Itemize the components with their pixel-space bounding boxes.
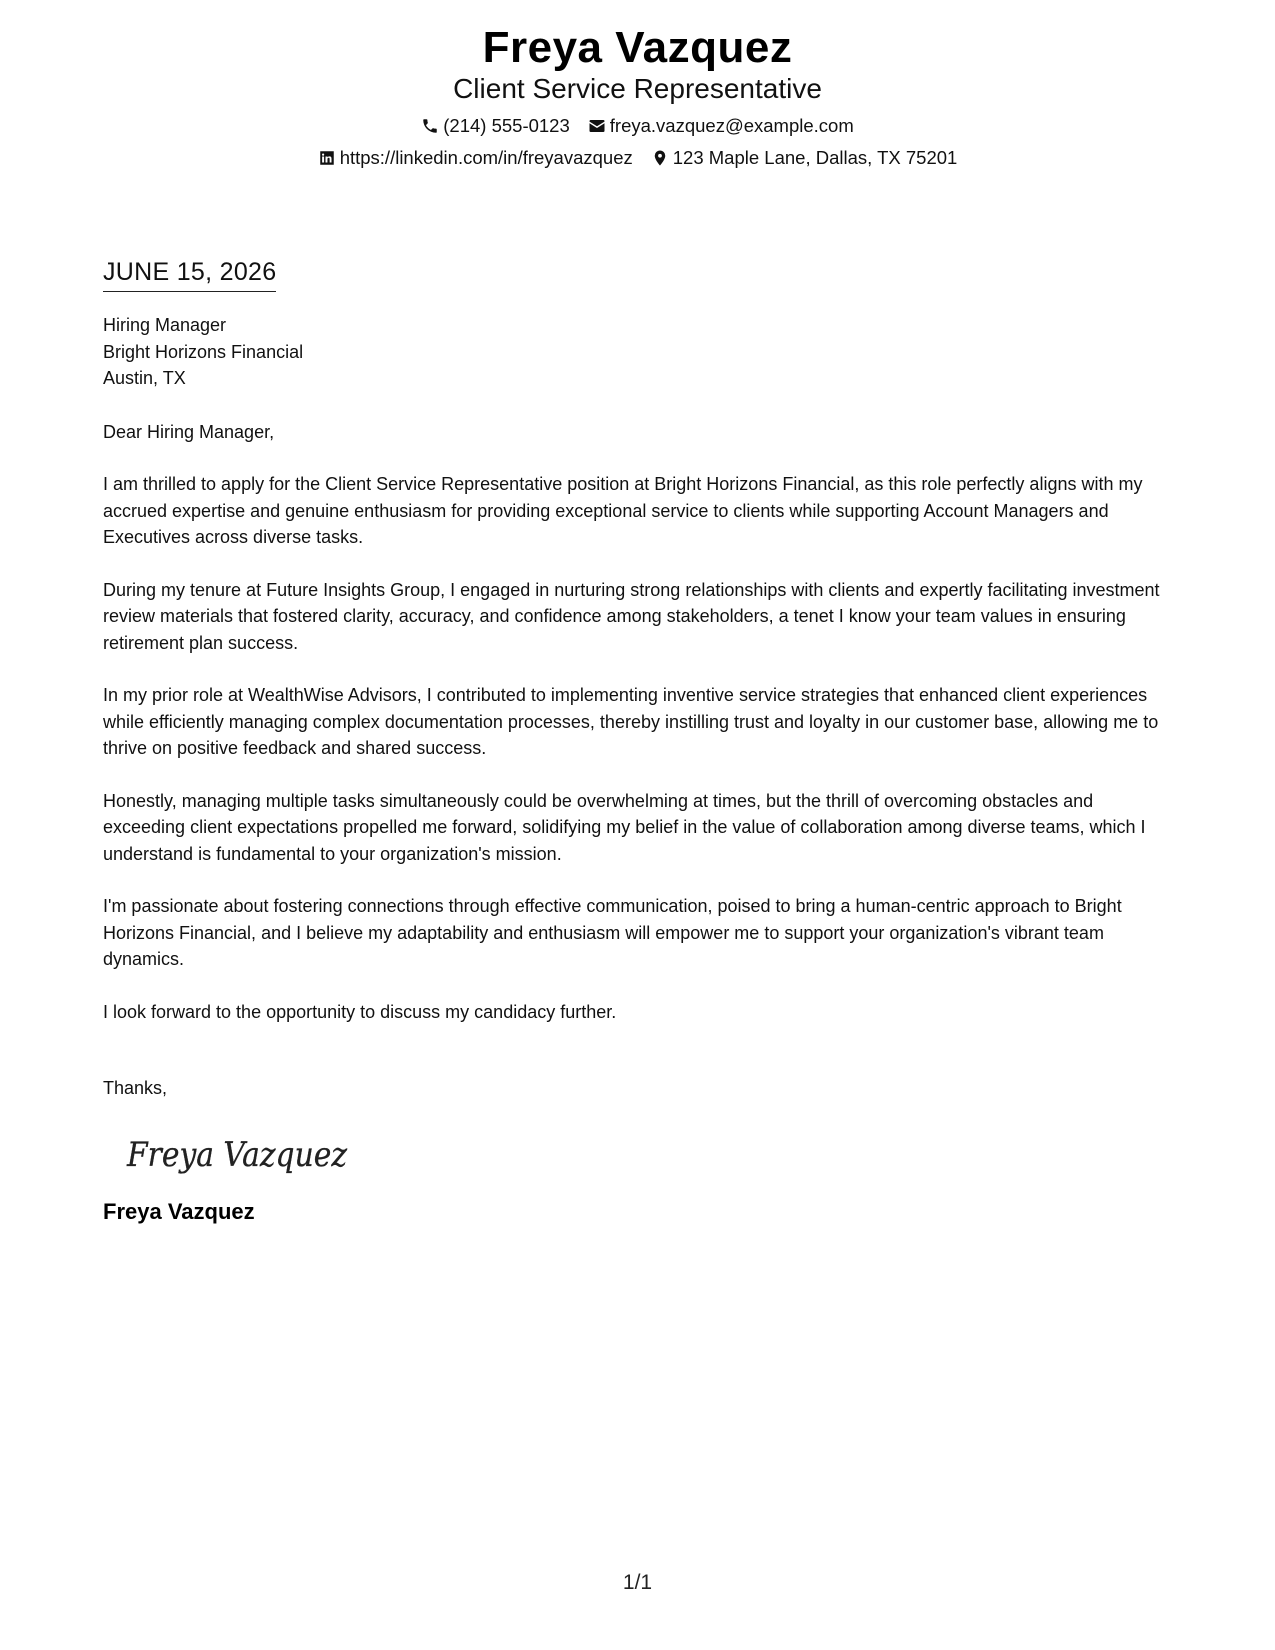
recipient-line: Austin, TX [103, 368, 186, 388]
contact-row-2 [0, 146, 1275, 170]
map-marker-icon [651, 149, 669, 167]
handwritten-signature [123, 1124, 383, 1184]
closing: Thanks, [103, 1078, 168, 1098]
body-paragraph: Honestly, managing multiple tasks simultaneously could be overwhelming at times, but the thrill of overcoming obstacles and exceeding client expectations propelled me forward, solidifying my belief in the value of collaboration among diverse teams, which I understand is fundamental to your organization's mission. [103, 790, 1146, 864]
recipient-block [103, 312, 1178, 392]
linkedin-contact[interactable] [318, 146, 633, 170]
applicant-name: Freya Vazquez [482, 23, 793, 72]
linkedin-icon [318, 149, 336, 167]
email-contact[interactable] [588, 114, 854, 138]
letter-body [103, 256, 1178, 1226]
phone-icon [421, 117, 439, 135]
email-text[interactable]: freya.vazquez@example.com [609, 115, 854, 136]
page-number: 1/1 [622, 1571, 653, 1594]
body-paragraph: In my prior role at WealthWise Advisors, I contributed to implementing inventive service strategies that enhanced client experiences while efficiently managing complex documentation processes, thereby instilling trust and loyalty in our customer base, allowing me to thrive on positive feedback and shared success. [103, 685, 1159, 758]
envelope-icon [588, 117, 606, 135]
address-text: 123 Maple Lane, Dallas, TX 75201 [672, 147, 958, 168]
phone-contact [421, 114, 570, 138]
signature-text: Freya Vazquez [126, 1134, 348, 1175]
body-paragraph: I look forward to the opportunity to discuss my candidacy further. [103, 1001, 617, 1022]
body-paragraph: I'm passionate about fostering connections through effective communication, poised to bring a human-centric approach to Bright Horizons Financial, and I believe my adaptability and enthusiasm will empower me to support your organization's vibrant team dynamics. [103, 896, 1122, 969]
signer-name: Freya Vazquez [103, 1198, 255, 1224]
contact-row-1 [0, 114, 1275, 138]
phone-text: (214) 555-0123 [443, 115, 570, 136]
recipient-line: Bright Horizons Financial [103, 341, 304, 362]
letter-date: JUNE 15, 2026 [103, 256, 276, 292]
applicant-title: Client Service Representative [453, 73, 822, 104]
recipient-line: Hiring Manager [103, 315, 227, 335]
salutation: Dear Hiring Manager, [103, 421, 275, 442]
letter-header [0, 22, 1275, 170]
address-contact [651, 146, 958, 170]
body-paragraph: During my tenure at Future Insights Group, I engaged in nurturing strong relationships with clients and expertly facilitating investment review materials that fostered clarity, accuracy, and confidence among stakeholders, a tenet I know your team values in ensuring retirement plan success. [103, 579, 1160, 653]
body-paragraph: I am thrilled to apply for the Client Service Representative position at Bright Horizons Financial, as this role perfectly aligns with my accrued expertise and genuine enthusiasm for providing exceptional service to clients while supporting Account Managers and Executives across diverse tasks. [103, 474, 1143, 547]
linkedin-text[interactable]: https://linkedin.com/in/freyavazquez [339, 147, 633, 168]
